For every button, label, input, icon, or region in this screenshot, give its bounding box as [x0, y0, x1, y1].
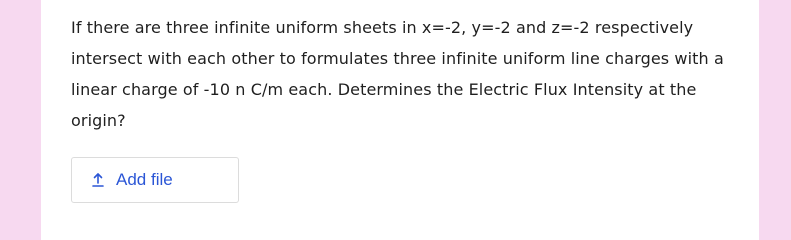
- add-file-label: Add file: [116, 170, 173, 189]
- upload-icon: [90, 172, 106, 188]
- question-card: [41, 0, 759, 240]
- add-file-button[interactable]: [71, 157, 239, 203]
- question-text: If there are three infinite uniform sheets in x=-2, y=-2 and z=-2 respectively intersect with each other to formulates three infinite uniform line charges with a linear charge of -10 n C/m each. Determines the Electric Flux Intensity at the origin?: [71, 18, 724, 130]
